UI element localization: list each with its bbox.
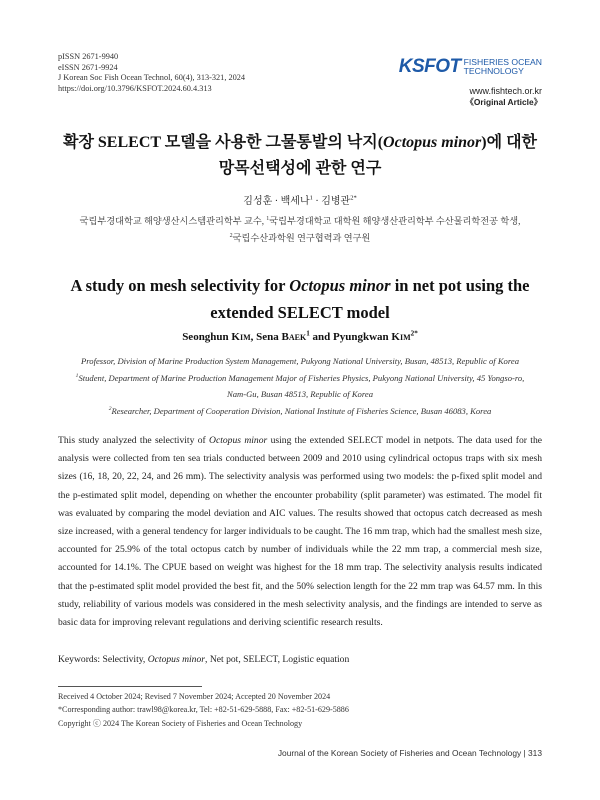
korean-aff-sup: 1 — [266, 215, 270, 222]
korean-authors — [0, 192, 600, 207]
korean-title-part2: )에 대한 — [481, 134, 537, 151]
copyright: Copyright ⓒ 2024 The Korean Society of Fisheries and Ocean Technology — [58, 718, 303, 728]
korean-title-line2: 망목선택성에 관한 연구 — [218, 160, 382, 177]
korean-author-1: 김성훈 — [243, 196, 273, 207]
english-aff-2 — [58, 370, 542, 403]
korean-title-part1: 확장 SELECT 모델을 사용한 그물통발의 낙지( — [63, 134, 384, 151]
korean-author-3-sup: 2* — [350, 194, 357, 202]
english-author-3-first: and Pyungkwan — [309, 331, 392, 343]
english-aff-2-line1: Student, Department of Marine Production Management Major of Fisheries Physics, Pukyong National University, 45 Yongso-ro, — [78, 372, 525, 383]
english-author-1-last: Kim — [231, 331, 251, 343]
english-aff-2-line2: Nam-Gu, Busan 48513, Republic of Korea — [226, 389, 373, 399]
korean-aff-1: 국립부경대학교 해양생산시스템관리학부 교수, — [79, 216, 267, 226]
journal-url[interactable]: www.fishtech.or.kr — [469, 86, 542, 96]
korean-affiliations — [40, 213, 560, 247]
english-aff-sup: 2 — [108, 405, 112, 412]
pissn: pISSN 2671-9940 — [58, 52, 119, 61]
journal-logo — [392, 56, 542, 78]
english-author-2-first: , Sena — [250, 331, 282, 343]
korean-aff-sup: 2 — [229, 232, 233, 239]
article-type: 《Original Article》 — [465, 97, 542, 107]
korean-title-species: Octopus minor — [383, 134, 482, 151]
received-dates: Received 4 October 2024; Revised 7 November 2024; Accepted 20 November 2024 — [58, 692, 331, 701]
english-title-part2: in net pot using the — [390, 276, 530, 295]
eissn: eISSN 2671-9924 — [58, 62, 118, 72]
author-separator: · — [312, 196, 322, 207]
english-aff-3 — [58, 403, 542, 420]
journal-reference: J Korean Soc Fish Ocean Technol, 60(4), 313-321, 2024 — [58, 73, 246, 83]
english-aff-sup: 1 — [75, 372, 79, 379]
footnotes — [58, 690, 349, 730]
abstract-species: Octopus minor — [209, 435, 268, 446]
english-title-species: Octopus minor — [289, 276, 391, 295]
abstract-text-1: This study analyzed the selectivity of — [58, 435, 210, 446]
journal-metadata — [58, 52, 245, 94]
keyword: Selectivity, — [102, 654, 148, 665]
keyword-species: Octopus minor — [147, 654, 206, 665]
abstract — [58, 432, 542, 632]
english-title-line2: extended SELECT model — [210, 303, 390, 322]
footnote-rule — [58, 686, 202, 687]
english-author-1-first: Seonghun — [182, 331, 232, 343]
korean-author-2-sup: 1 — [309, 194, 313, 202]
abstract-text-2: using the extended SELECT model in netpots. The data used for the analysis were collected from ten sea trials conducted between 2009 and 2010 using cylindrical octopus traps with six mesh sizes (16, 18, 20, 22, 24, and 26 mm). The selectivity analysis was performed using two models: the p-fixed split model and the p-estimated split model, depending on whether the encounter probability (split parameter) was estimated. The model fit was evaluated by comparing the model deviation and AIC values. The results showed that octopus catch decreased as mesh size increased, with a general tendency for larger individuals to be caught. The 16 mm trap, which had the smallest mesh size, accounted for 25.9% of the total octopus catch by number of individuals while the 22 mm trap, a commercial mesh size, accounted for 14.1%. The CPUE based on weight was highest for the 18 mm trap. The selectivity analysis results indicated that the p-estimated split model provided the best fit, and the 50% selection length for the 22 mm trap was 64.57 mm. In this study, reliability of various models was considered in the mesh selectivity analysis, and the findings are intended to serve as basic data for improving relevant regulations and deriving scientific research results. — [58, 435, 543, 629]
logo-line-1: FISHERIES OCEAN — [463, 56, 542, 67]
journal-logo-block — [392, 56, 542, 108]
corresponding-author: *Corresponding author: trawl98@korea.kr, Tel: +82-51-629-5888, Fax: +82-51-629-5886 — [58, 705, 349, 715]
english-author-2-last: Baek — [281, 331, 307, 343]
english-title-part1: A study on mesh selectivity for — [70, 276, 290, 295]
keywords-label: Keywords: — [58, 654, 103, 665]
english-title — [40, 272, 560, 326]
keyword: , Net pot, SELECT, Logistic equation — [205, 654, 350, 665]
page-footer: Journal of the Korean Society of Fisheries and Ocean Technology | 313 — [277, 748, 542, 758]
english-authors — [0, 331, 600, 343]
english-aff-1: Professor, Division of Marine Production System Management, Pukyong National University, Busan, 48513, Republic of Korea — [81, 356, 519, 366]
doi-link[interactable]: https://doi.org/10.3796/KSFOT.2024.60.4.313 — [58, 83, 212, 93]
keywords — [58, 654, 349, 665]
logo-text — [464, 58, 542, 77]
korean-aff-2: 국립부경대학교 대학원 해양생산관리학부 수산물리학전공 학생, — [269, 216, 521, 226]
korean-aff-3: 국립수산과학원 연구협력과 연구원 — [232, 233, 371, 243]
author-separator: · — [272, 196, 281, 207]
logo-line-2: TECHNOLOGY — [463, 66, 524, 76]
english-author-3-last: Kim — [391, 331, 411, 343]
english-author-sup: 1 — [306, 329, 310, 338]
english-author-sup: 2* — [410, 329, 418, 338]
logo-mark: KSFOT — [398, 56, 461, 77]
korean-author-3: 김병관 — [321, 196, 351, 207]
english-aff-3-text: Researcher, Department of Cooperation Division, National Institute of Fisheries Science, Busan 46083, Korea — [111, 405, 492, 416]
english-affiliations — [58, 353, 542, 419]
korean-title — [40, 130, 560, 182]
korean-author-2: 백세나 — [280, 196, 310, 207]
